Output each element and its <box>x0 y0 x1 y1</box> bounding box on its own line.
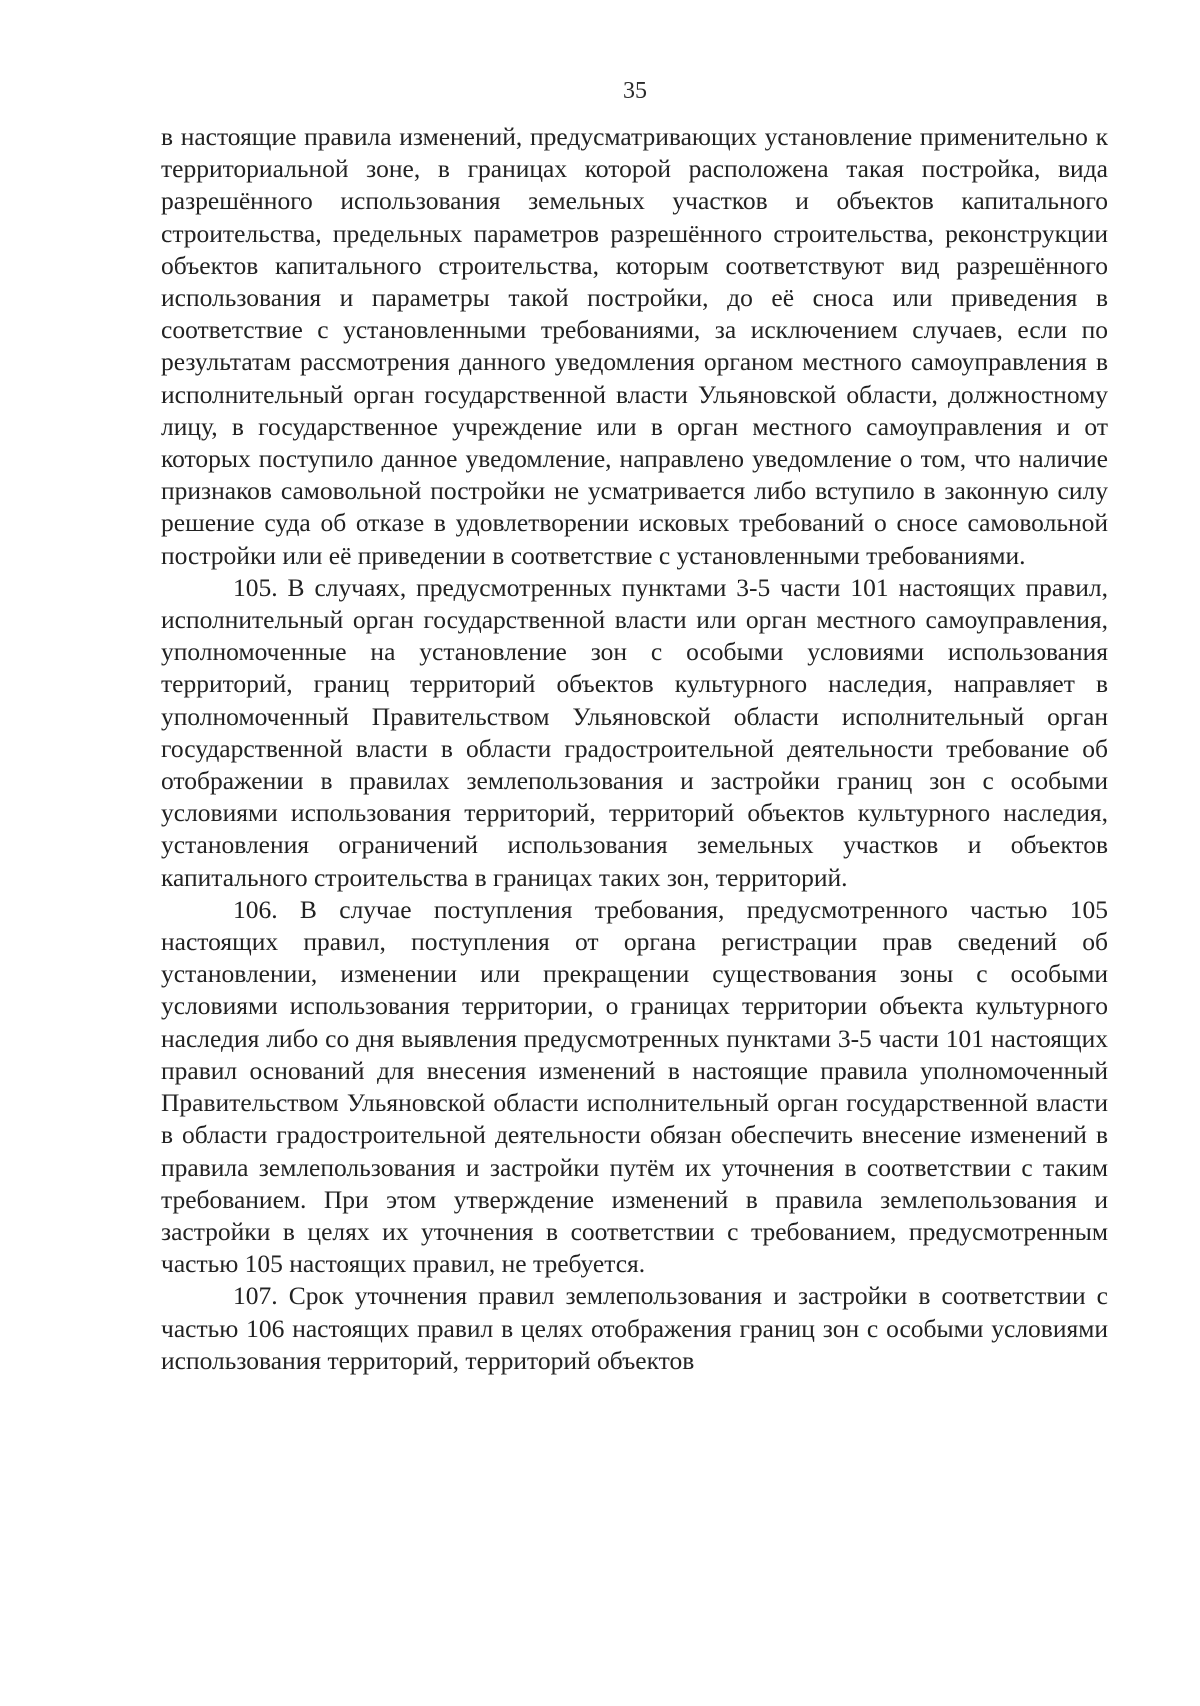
paragraph-105: 105. В случаях, предусмотренных пунктами 3-5 части 101 настоящих правил, исполнительный орган государственной власти или орган местного самоуправления, уполномоченные на установление зон с особыми условиями использования территорий, границ территорий объектов культурного наследия, направляет в уполномоченный Правительством Ульяновской области исполнительный орган государственной власти в области градостроительной деятельности требование об отображении в правилах землепользования и застройки границ зон с особыми условиями использования территорий, территорий объектов культурного наследия, установления ограничений использования земельных участков и объектов капитального строительства в границах таких зон, территорий. <box>161 572 1108 892</box>
document-body <box>161 121 1108 1377</box>
page-number: 35 <box>623 78 647 104</box>
paragraph-107: 107. Срок уточнения правил землепользования и застройки в соответствии с частью 106 настоящих правил в целях отображения границ зон с особыми условиями использования территорий, территорий объектов <box>161 1281 1108 1375</box>
paragraph-continuation: в настоящие правила изменений, предусматривающих установление применительно к территориальной зоне, в границах которой расположена такая постройка, вида разрешённого использования земельных участков и объектов капитального строительства, предельных параметров разрешённого строительства, реконструкции объектов капитального строительства, которым соответствуют вид разрешённого использования и параметры такой постройки, до её сноса или приведения в соответствие с установленными требованиями, за исключением случаев, если по результатам рассмотрения данного уведомления органом местного самоуправления в исполнительный орган государственной власти Ульяновской области, должностному лицу, в государственное учреждение или в орган местного самоуправления и от которых поступило данное уведомление, направлено уведомление о том, что наличие признаков самовольной постройки не усматривается либо вступило в законную силу решение суда об отказе в удовлетворении исковых требований о сносе самовольной постройки или её приведении в соответствие с установленными требованиями. <box>161 122 1108 570</box>
paragraph-106: 106. В случае поступления требования, предусмотренного частью 105 настоящих правил, поступления от органа регистрации прав сведений об установлении, изменении или прекращении существования зоны с особыми условиями использования территории, о границах территории объекта культурного наследия либо со дня выявления предусмотренных пунктами 3-5 части 101 настоящих правил оснований для внесения изменений в настоящие правила уполномоченный Правительством Ульяновской области исполнительный орган государственной власти в области градостроительной деятельности обязан обеспечить внесение изменений в правила землепользования и застройки путём их уточнения в соответствии с таким требованием. При этом утверждение изменений в правила землепользования и застройки в целях их уточнения в соответствии с требованием, предусмотренным частью 105 настоящих правил, не требуется. <box>161 894 1108 1279</box>
